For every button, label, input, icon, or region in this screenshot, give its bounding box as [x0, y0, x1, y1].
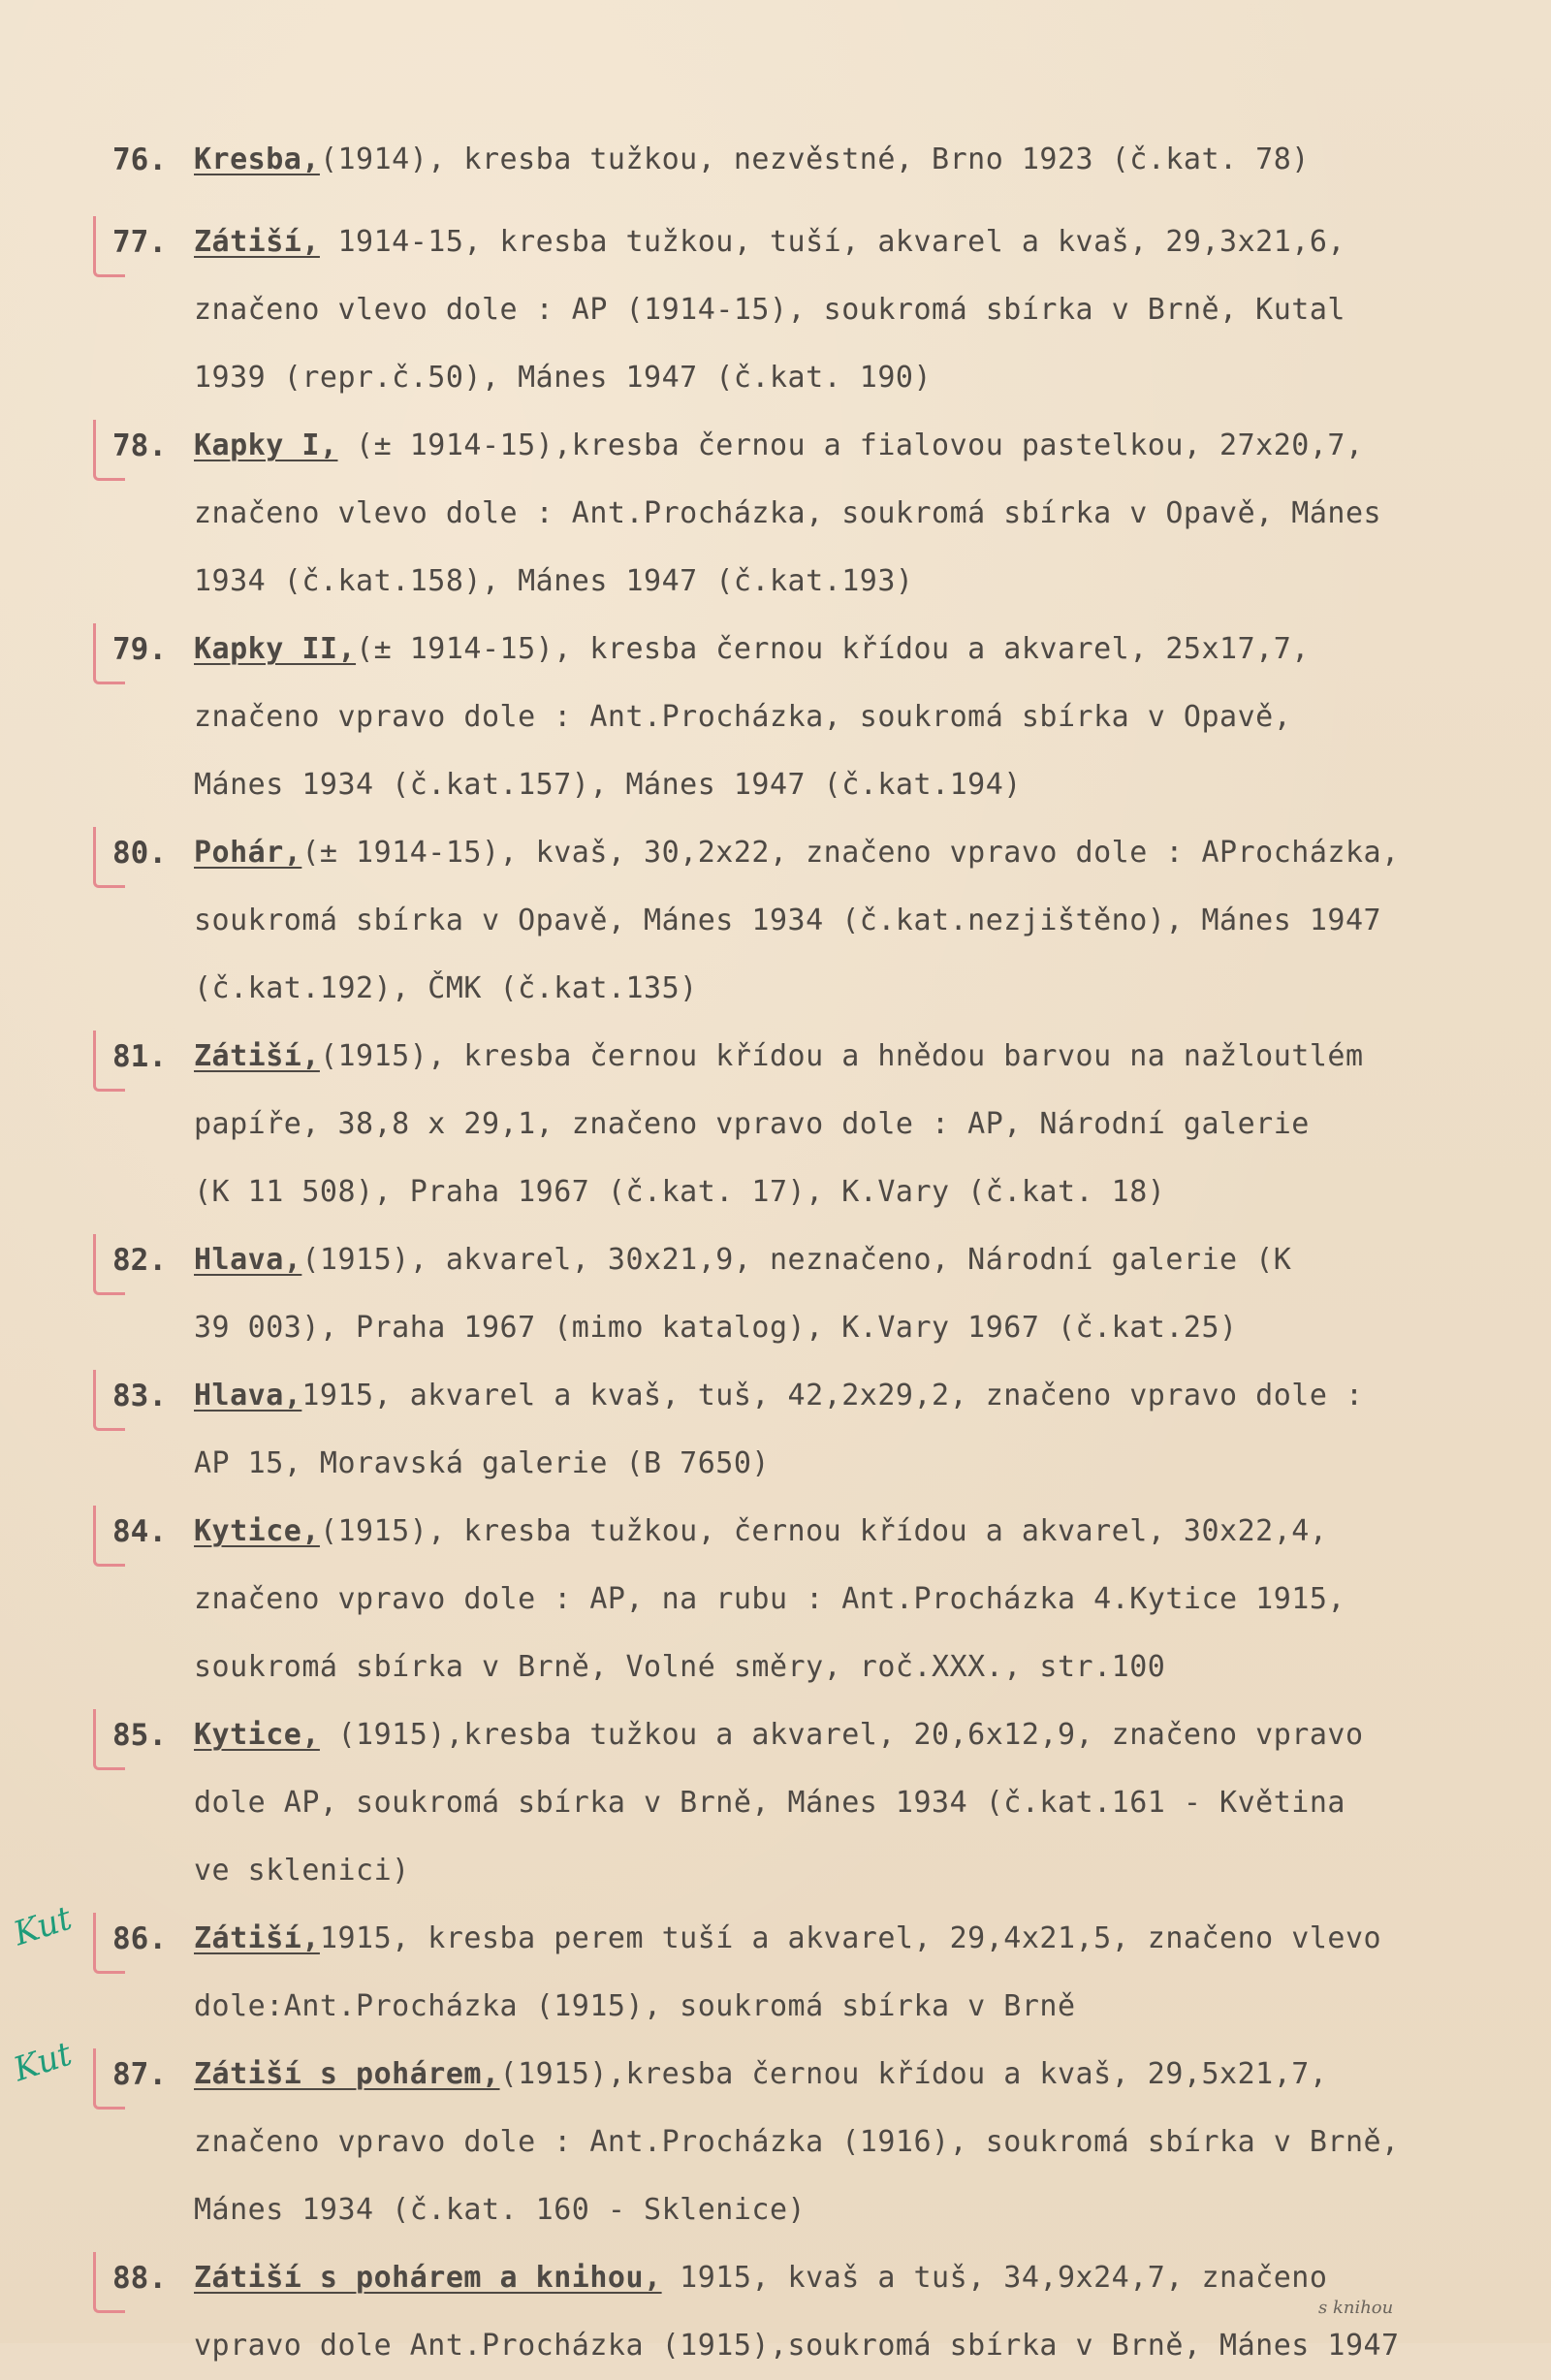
entry-number: 80.: [112, 836, 167, 871]
entry-number: 79.: [112, 632, 167, 667]
entry-line: značeno vpravo dole : AP, na rubu : Ant.Procházka 4.Kytice 1915,: [194, 1582, 1345, 1616]
entry-title: Hlava,: [194, 1243, 302, 1277]
entry-title: Kresba,: [194, 143, 320, 176]
entry-line: [194, 1905, 1551, 1973]
entry-title: Kytice,: [194, 1718, 320, 1752]
entry-line: AP 15, Moravská galerie (B 7650): [194, 1446, 770, 1480]
entry-line: [194, 1362, 1551, 1430]
entry-text: (± 1914-15),kresba černou a fialovou pastelkou, 27x20,7,: [337, 428, 1364, 462]
entry-text: 1915, akvarel a kvaš, tuš, 42,2x29,2, značeno vpravo dole :: [301, 1379, 1364, 1412]
entry-title: Zátiší,: [194, 1039, 320, 1073]
entry-line: [194, 2041, 1551, 2109]
entry-number: 88.: [112, 2261, 167, 2296]
entry-line: značeno vpravo dole : Ant.Procházka (1916), soukromá sbírka v Brně,: [194, 2125, 1400, 2159]
entry-text: 1915, kresba perem tuší a akvarel, 29,4x21,5, značeno vlevo: [319, 1921, 1382, 1955]
entry-line: (č.kat.192), ČMK (č.kat.135): [194, 971, 698, 1005]
entry-line: 1939 (repr.č.50), Mánes 1947 (č.kat. 190): [194, 361, 933, 395]
entry-line: (K 11 508), Praha 1967 (č.kat. 17), K.Vary (č.kat. 18): [194, 1175, 1166, 1209]
entry-line: 1934 (č.kat.158), Mánes 1947 (č.kat.193): [194, 564, 914, 598]
entry-text: (± 1914-15), kresba černou křídou a akvarel, 25x17,7,: [356, 632, 1310, 666]
entry-number: 76.: [112, 143, 167, 177]
entry-line: značeno vlevo dole : AP (1914-15), soukromá sbírka v Brně, Kutal: [194, 293, 1345, 327]
entry-line: [194, 1498, 1551, 1566]
entry-line: [194, 208, 1551, 276]
entry-text: (± 1914-15), kvaš, 30,2x22, značeno vpravo dole : AProcházka,: [301, 836, 1400, 870]
entry-title: Kytice,: [194, 1514, 320, 1548]
entry-number: 85.: [112, 1718, 167, 1753]
entry-text: (1914), kresba tužkou, nezvěstné, Brno 1923 (č.kat. 78): [319, 143, 1310, 176]
entry-line: Mánes 1934 (č.kat.157), Mánes 1947 (č.kat.194): [194, 768, 1022, 802]
entry-title: Zátiší s pohárem a knihou,: [194, 2261, 662, 2295]
entry-text: (1915), kresba černou křídou a hnědou barvou na nažloutlém: [319, 1039, 1364, 1073]
entry-number: 77.: [112, 225, 167, 260]
entry-title: Zátiší,: [194, 225, 320, 259]
entry-text: (1915),kresba černou křídou a kvaš, 29,5x21,7,: [499, 2057, 1328, 2091]
entry-line: [194, 819, 1551, 887]
entry-line: [194, 126, 1551, 194]
handwritten-margin-mark: Kut: [9, 2034, 77, 2090]
entry-line: [194, 616, 1551, 683]
entry-line: ve sklenici): [194, 1854, 410, 1888]
entry-number: 86.: [112, 1921, 167, 1956]
entry-line: vpravo dole Ant.Procházka (1915),soukromá sbírka v Brně, Mánes 1947: [194, 2329, 1400, 2363]
entry-text: (1915), akvarel, 30x21,9, neznačeno, Národní galerie (K: [301, 1243, 1292, 1277]
entry-line: [194, 1226, 1551, 1294]
entry-text: (1915),kresba tužkou a akvarel, 20,6x12,9, značeno vpravo: [319, 1718, 1364, 1752]
entry-line: [194, 412, 1551, 480]
entry-line: značeno vpravo dole : Ant.Procházka, soukromá sbírka v Opavě,: [194, 700, 1292, 734]
entry-number: 83.: [112, 1379, 167, 1413]
entry-number: 81.: [112, 1039, 167, 1074]
entry-text: 1915, kvaš a tuš, 34,9x24,7, značeno: [661, 2261, 1328, 2295]
entry-line: papíře, 38,8 x 29,1, značeno vpravo dole : AP, Národní galerie: [194, 1107, 1310, 1141]
entry-text: (1915), kresba tužkou, černou křídou a akvarel, 30x22,4,: [319, 1514, 1328, 1548]
entry-number: 82.: [112, 1243, 167, 1278]
entry-line: [194, 1701, 1551, 1769]
entry-line: značeno vlevo dole : Ant.Procházka, soukromá sbírka v Opavě, Mánes: [194, 496, 1382, 530]
entry-title: Zátiší,: [194, 1921, 320, 1955]
entry-text: 1914-15, kresba tužkou, tuší, akvarel a kvaš, 29,3x21,6,: [319, 225, 1345, 259]
entry-title: Pohár,: [194, 836, 302, 870]
entry-line: soukromá sbírka v Brně, Volné směry, roč.XXX., str.100: [194, 1650, 1166, 1684]
entry-title: Kapky II,: [194, 632, 357, 666]
entry-line: dole:Ant.Procházka (1915), soukromá sbírka v Brně: [194, 1989, 1076, 2023]
entry-title: Kapky I,: [194, 428, 338, 462]
entry-line: soukromá sbírka v Opavě, Mánes 1934 (č.kat.nezjištěno), Mánes 1947: [194, 904, 1382, 937]
handwritten-note: s knihou: [1318, 2298, 1394, 2318]
entry-line: 39 003), Praha 1967 (mimo katalog), K.Vary 1967 (č.kat.25): [194, 1311, 1238, 1345]
entry-line: dole AP, soukromá sbírka v Brně, Mánes 1934 (č.kat.161 - Květina: [194, 1786, 1345, 1820]
handwritten-margin-mark: Kut: [9, 1898, 77, 1954]
entry-line: [194, 1023, 1551, 1091]
entry-number: 78.: [112, 428, 167, 463]
entry-number: 87.: [112, 2057, 167, 2092]
entry-number: 84.: [112, 1514, 167, 1549]
entry-title: Zátiší s pohárem,: [194, 2057, 500, 2091]
entry-title: Hlava,: [194, 1379, 302, 1412]
entry-line: Mánes 1934 (č.kat. 160 - Sklenice): [194, 2193, 807, 2227]
